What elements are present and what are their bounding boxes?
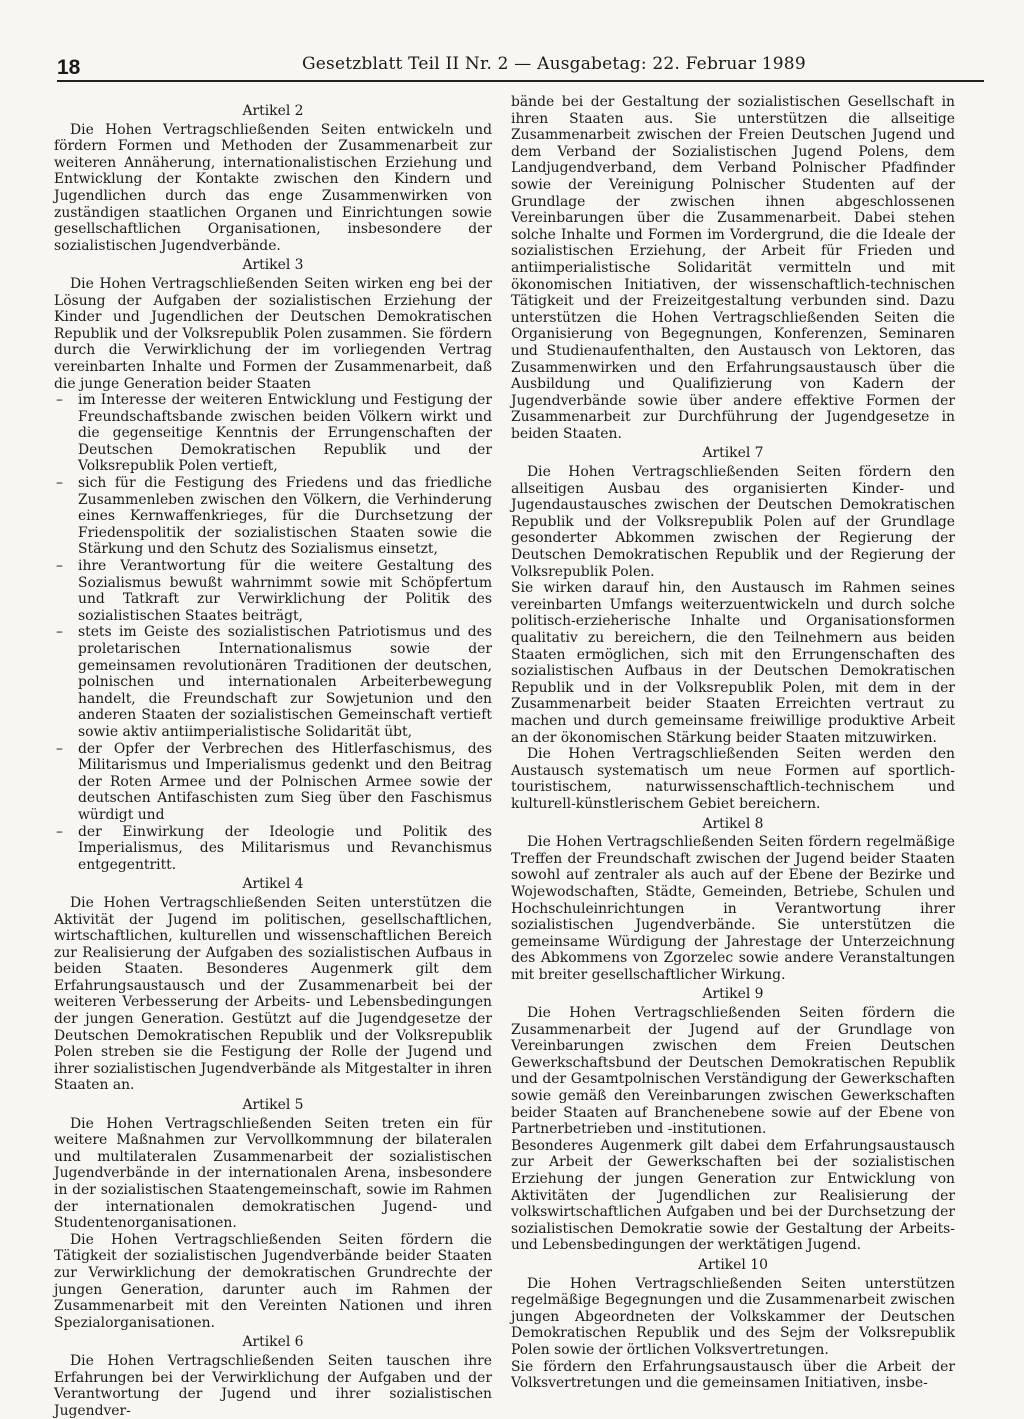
article-8-heading: Artikel 8 (702, 815, 764, 832)
article-3-paragraph: Die Hohen Vertragschließenden Seiten wirken eng bei der Lösung der Aufgaben der sozialistischen Erziehung der Kinder und Jugendlichen der Deutschen Demokratischen Republik und der Volksrepublik Polen zusammen. Sie fördern durch die Verwirklichung der im vorliegenden Vertrag vereinbarten Inhalte und Formen der Zusammenarbeit, daß die junge Generation beider Staaten (54, 275, 492, 392)
page-header (57, 50, 984, 82)
article-6-heading: Artikel 6 (242, 1334, 304, 1351)
article-7-paragraph-2: Sie wirken darauf hin, den Austausch im Rahmen seines vereinbarten Umfangs weiterzuentwickeln und durch solche politisch-erzieherische Inhalte und Organisationsformen qualitativ zu bereichern, die den Teilnehmern aus beiden Staaten ermöglichen, sich mit den Errungenschaften des sozialistischen Aufbaus in der Deutschen Demokratischen Republik und in der Volksrepublik Polen, mit dem in der Zusammenarbeit beider Staaten Erreichten vertraut zu machen und durch gemeinsame freiwillige produktive Arbeit an der ökonomischen Stärkung beider Staaten mitzuwirken. (511, 580, 955, 746)
article-9-paragraph-1: Die Hohen Vertragschließenden Seiten fördern die Zusammenarbeit der Jugend auf der Grundlage von Vereinbarungen zwischen dem Freien Deutschen Gewerkschaftsbund der Deutschen Demokratischen Republik und der Gesamtpolnischen Verständigung der Gewerkschaften sowie gemäß den Vereinbarungen zwischen Gewerkschaften beider Staaten auf Branchenebene sowie auf der Ebene von Partnerbetrieben und -institutionen. (511, 1005, 955, 1138)
article-5-paragraph-1: Die Hohen Vertragschließenden Seiten treten ein für weitere Maßnahmen zur Vervollkommnung der bilateralen und multilateralen Zusammenarbeit der sozialistischen Jugendverbände in der internationalen Arena, insbesondere in der sozialistischen Staatengemeinschaft, sowie im Rahmen der internationalen demokratischen Jugend- und Studentenorganisationen. (54, 1115, 492, 1232)
article-2-paragraph: Die Hohen Vertragschließenden Seiten entwickeln und fördern Formen und Methoden der Zusammenarbeit zur weiteren Annäherung, internationalistischen Erziehung und Entwicklung der Kontakte zwischen den Kindern und Jugendlichen durch das enge Zusammenwirken von zuständigen staatlichen Organen und Einrichtungen sowie gesellschaftlichen Organisationen, insbesondere der sozialistischen Jugendverbände. (54, 121, 492, 254)
list-item: – der Einwirkung der Ideologie und Politik des Imperialismus, des Militarismus und Revanchismus entgegentritt. (54, 824, 492, 874)
article-7-paragraph-1: Die Hohen Vertragschließenden Seiten fördern den allseitigen Ausbau des organisierten Kinder- und Jugendaustausches zwischen der Deutschen Demokratischen Republik und der Volksrepublik Polen auf der Grundlage gesonderter Abkommen zwischen der Regierung der Deutschen Demokratischen Republik und der Regierung der Volksrepublik Polen. (511, 464, 955, 580)
article-6-continuation: bände bei der Gestaltung der sozialistischen Gesellschaft in ihren Staaten aus. Sie unterstützen die allseitige Zusammenarbeit zwischen der Freien Deutschen Jugend und dem Verband der Sozialistischen Jugend Polens, dem Landjugendverband, dem Verband Polnischer Pfadfinder sowie der Vereinigung Polnischer Studenten auf der Grundlage der zwischen ihnen abgeschlossenen Vereinbarungen über die Zusammenarbeit. Dabei stehen solche Inhalte und Formen im Vordergrund, die die Ideale der sozialistischen Erziehung, der Arbeit für Frieden und antiimperialistische Solidarität vermitteln und mit ökonomischen Initiativen, der wissenschaftlich-technischen Tätigkeit und der Freizeitgestaltung verbunden sind. Dazu unterstützen die Hohen Vertragschließenden Seiten die Organisierung von Begegnungen, Konferenzen, Seminaren und Studienaufenthalten, den Austausch von Lektoren, das Zusammenwirken und den Erfahrungsaustausch über die Ausbildung und Qualifizierung von Kadern der Jugendverbände sowie über andere effektive Formen der Zusammenarbeit zur Durchführung der Jugendgesetze in beiden Staaten. (511, 94, 955, 442)
article-2-heading: Artikel 2 (242, 103, 304, 119)
list-item: – sich für die Festigung des Friedens und das friedliche Zusammenleben zwischen den Völkern, die Verhinderung eines Kernwaffenkrieges, für die Durchsetzung der Friedenspolitik der sozialistischen Staaten sowie die Stärkung und den Schutz des Sozialismus einsetzt, (54, 475, 492, 558)
article-10-heading: Artikel 10 (698, 1256, 768, 1273)
list-item: – der Opfer der Verbrechen des Hitlerfaschismus, des Militarismus und Imperialismus gedenkt und den Beitrag der Roten Armee und der Polnischen Armee sowie der deutschen Antifaschisten zum Sieg über den Faschismus würdigt und (54, 741, 492, 824)
running-head: Gesetzblatt Teil II Nr. 2 — Ausgabetag: 22. Februar 1989 (302, 54, 806, 74)
article-10-paragraph-1: Die Hohen Vertragschließenden Seiten unterstützen regelmäßige Begegnungen und die Zusammenarbeit zwischen jungen Abgeordneten der Volkskammer der Deutschen Demokratischen Republik und des Sejm der Volksrepublik Polen sowie der örtlichen Volksvertretungen. (511, 1275, 955, 1358)
article-3-heading: Artikel 3 (242, 257, 304, 274)
list-item: – im Interesse der weiteren Entwicklung und Festigung der Freundschaftsbande zwischen beiden Völkern wirkt und die gegenseitige Kenntnis der Errungenschaften der Deutschen Demokratischen Republik und der Volksrepublik Polen vertieft, (54, 392, 492, 475)
list-item: – ihre Verantwortung für die weitere Gestaltung des Sozialismus bewußt wahrnimmt sowie mit Schöpfertum und Tatkraft zur Verwirklichung der Politik des sozialistischen Staates beiträgt, (54, 558, 492, 624)
article-6-paragraph: Die Hohen Vertragschließenden Seiten tauschen ihre Erfahrungen bei der Verwirklichung der Aufgaben und der Verantwortung der Jugend und ihrer sozialistischen Jugendver- (54, 1352, 492, 1419)
article-4-heading: Artikel 4 (242, 876, 304, 893)
page-number: 18 (57, 56, 81, 79)
right-column (511, 94, 955, 1392)
article-9-paragraph-2: Besonderes Augenmerk gilt dabei dem Erfahrungsaustausch zur Arbeit der Gewerkschaften bei der sozialistischen Erziehung der jungen Generation zur Entwicklung von Aktivitäten der Jugendlichen zur Realisierung der volkswirtschaftlichen Aufgaben und bei der Durchsetzung der sozialistischen Demokratie sowie der Gestaltung der Arbeits- und Lebensbedingungen der werktätigen Jugend. (511, 1137, 955, 1254)
article-5-heading: Artikel 5 (242, 1097, 304, 1114)
article-3-list (54, 392, 492, 873)
article-7-heading: Artikel 7 (702, 445, 764, 462)
article-4-paragraph: Die Hohen Vertragschließenden Seiten unterstützen die Aktivität der Jugend im politischen, gesellschaftlichen, wirtschaftlichen, kulturellen und wissenschaftlichen Bereich zur Realisierung der Aufgaben des sozialistischen Aufbaus in beiden Staaten. Besonderes Augenmerk gilt dem Erfahrungsaustausch und der Zusammenarbeit bei der weiteren Verbesserung der Arbeits- und Lebensbedingungen der jungen Generation. Gestützt auf die Jugendgesetze der Deutschen Demokratischen Republik und der Volksrepublik Polen streben sie die Festigung der Rolle der Jugend und ihrer sozialistischen Jugendverbände als Mitgestalter in ihren Staaten an. (54, 894, 492, 1094)
article-9-heading: Artikel 9 (702, 986, 764, 1003)
article-10-paragraph-2: Sie fördern den Erfahrungsaustausch über die Arbeit der Volksvertretungen und die gemeinsamen Initiativen, insbe- (511, 1358, 955, 1392)
list-item: – stets im Geiste des sozialistischen Patriotismus und des proletarischen Internationalismus sowie der gemeinsamen revolutionären Traditionen der deutschen, polnischen und internationalen Arbeiterbewegung handelt, die Freundschaft zur Sowjetunion und den anderen Staaten der sozialistischen Gemeinschaft vertieft sowie aktiv antiimperialistische Solidarität übt, (54, 624, 492, 740)
left-column (54, 100, 492, 1419)
article-5-paragraph-2: Die Hohen Vertragschließenden Seiten fördern die Tätigkeit der sozialistischen Jugendverbände beider Staaten zur Verwirklichung der demokratischen Grundrechte der jungen Generation, darunter auch im Rahmen der Zusammenarbeit mit den Vereinten Nationen und ihren Spezialorganisationen. (54, 1231, 492, 1331)
article-8-paragraph: Die Hohen Vertragschließenden Seiten fördern regelmäßige Treffen der Freundschaft zwischen der Jugend beider Staaten sowohl auf zentraler als auch auf der Ebene der Bezirke und Wojewodschaften, Städte, Gemeinden, Betriebe, Schulen und Hochschuleinrichtungen in Verantwortung ihrer sozialistischen Jugendverbände. Sie unterstützen die gemeinsame Würdigung der Jahrestage der Unterzeichnung des Abkommens von Zgorzelec sowie andere Veranstaltungen mit breiter gesellschaftlicher Wirkung. (511, 834, 955, 983)
article-7-paragraph-3: Die Hohen Vertragschließenden Seiten werden den Austausch systematisch um neue Formen auf sportlich-touristischem, naturwissenschaftlich-technischem und kulturell-künstlerischem Gebiet bereichern. (511, 746, 955, 812)
